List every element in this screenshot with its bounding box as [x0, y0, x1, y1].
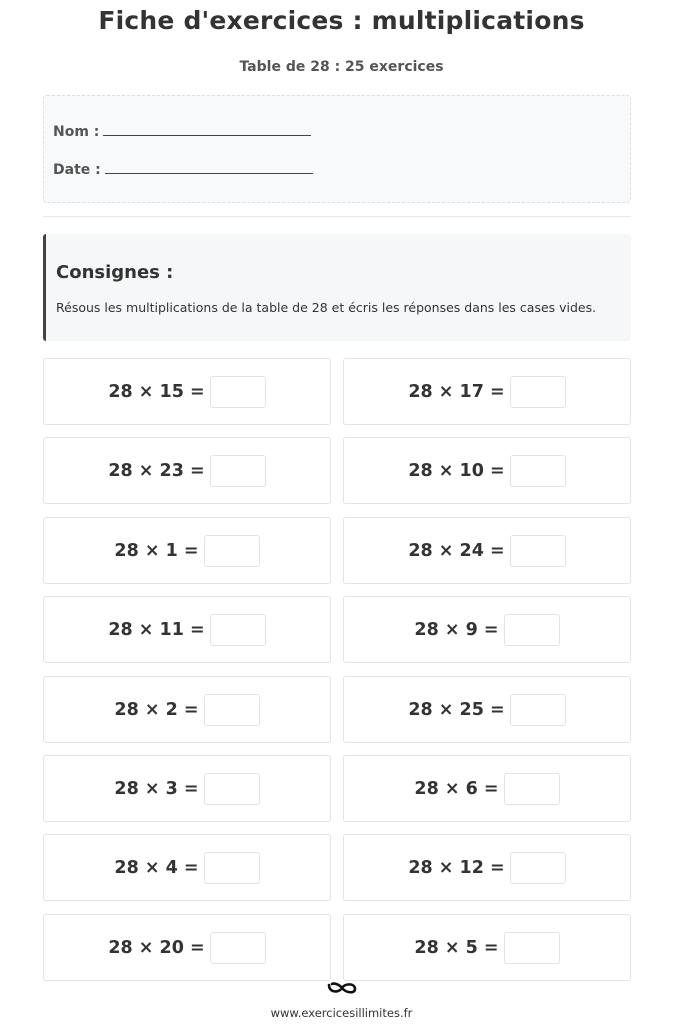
answer-box[interactable] — [210, 455, 266, 487]
exercise-card — [343, 676, 631, 743]
exercise-card — [343, 755, 631, 822]
exercise-card — [43, 755, 331, 822]
exercise-expression: 28 × 2 = — [114, 699, 199, 720]
answer-box[interactable] — [504, 773, 560, 805]
exercise-expression: 28 × 11 = — [108, 619, 205, 640]
exercise-card — [43, 517, 331, 584]
exercise-expression: 28 × 23 = — [108, 460, 205, 481]
answer-box[interactable] — [210, 376, 266, 408]
date-blank-line[interactable] — [105, 161, 313, 174]
exercise-expression: 28 × 3 = — [114, 778, 199, 799]
exercise-card — [343, 517, 631, 584]
exercise-expression: 28 × 9 = — [414, 619, 499, 640]
exercise-card — [343, 437, 631, 504]
answer-box[interactable] — [510, 852, 566, 884]
exercise-expression: 28 × 4 = — [114, 857, 199, 878]
date-label: Date : — [53, 162, 101, 178]
exercise-expression: 28 × 6 = — [414, 778, 499, 799]
page-title: Fiche d'exercices : multiplications — [98, 6, 585, 35]
exercise-expression: 28 × 17 = — [408, 381, 505, 402]
answer-box[interactable] — [210, 932, 266, 964]
answer-box[interactable] — [504, 932, 560, 964]
instructions-box — [43, 234, 631, 341]
name-label: Nom : — [53, 124, 100, 140]
footer-url[interactable]: www.exercicesillimites.fr — [270, 1006, 413, 1020]
instructions-text: Résous les multiplications de la table de 28 et écris les réponses dans les cases vides. — [56, 300, 597, 315]
answer-box[interactable] — [204, 773, 260, 805]
exercise-expression: 28 × 24 = — [408, 540, 505, 561]
exercise-card — [343, 914, 631, 981]
infinity-logo-icon — [326, 980, 358, 996]
answer-box[interactable] — [510, 376, 566, 408]
exercise-card — [343, 358, 631, 425]
answer-box[interactable] — [210, 614, 266, 646]
answer-box[interactable] — [510, 694, 566, 726]
student-info-box — [43, 95, 631, 203]
exercise-expression: 28 × 25 = — [408, 699, 505, 720]
exercise-card — [43, 676, 331, 743]
exercise-expression: 28 × 20 = — [108, 937, 205, 958]
exercise-expression: 28 × 15 = — [108, 381, 205, 402]
name-field[interactable] — [53, 123, 311, 140]
exercise-card — [343, 834, 631, 901]
answer-box[interactable] — [510, 535, 566, 567]
exercise-expression: 28 × 10 = — [408, 460, 505, 481]
exercise-card — [43, 834, 331, 901]
answer-box[interactable] — [204, 852, 260, 884]
answer-box[interactable] — [204, 694, 260, 726]
section-divider — [43, 216, 631, 217]
answer-box[interactable] — [510, 455, 566, 487]
page-subtitle: Table de 28 : 25 exercices — [239, 59, 444, 75]
instructions-heading: Consignes : — [56, 262, 174, 283]
exercise-card — [43, 914, 331, 981]
exercise-expression: 28 × 12 = — [408, 857, 505, 878]
answer-box[interactable] — [204, 535, 260, 567]
date-field[interactable] — [53, 161, 313, 178]
exercise-card — [343, 596, 631, 663]
exercise-card — [43, 596, 331, 663]
exercise-expression: 28 × 5 = — [414, 937, 499, 958]
name-blank-line[interactable] — [103, 123, 311, 136]
exercise-card — [43, 437, 331, 504]
exercise-card — [43, 358, 331, 425]
answer-box[interactable] — [504, 614, 560, 646]
exercise-expression: 28 × 1 = — [114, 540, 199, 561]
